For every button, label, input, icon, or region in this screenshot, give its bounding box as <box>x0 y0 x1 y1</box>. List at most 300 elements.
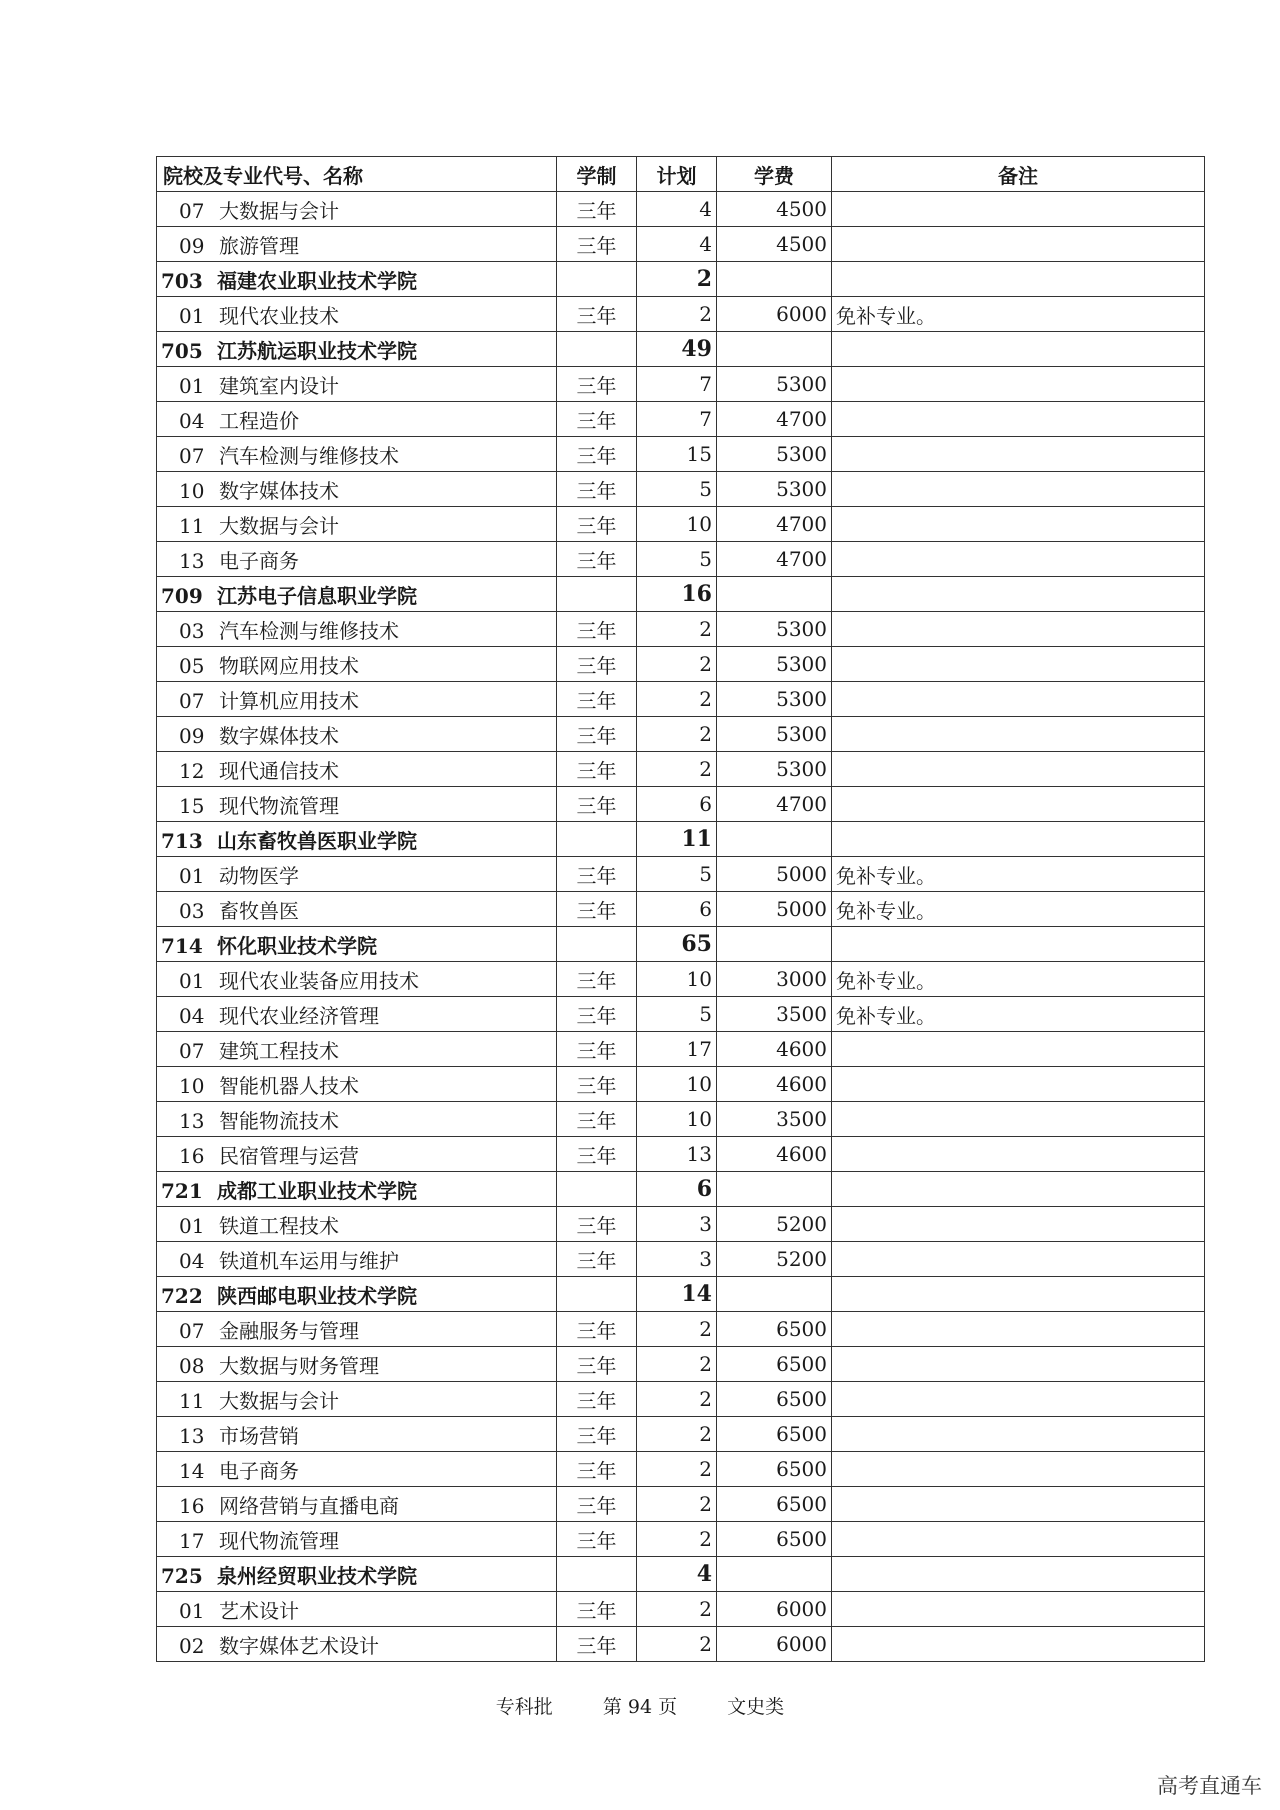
major-code: 01 <box>179 373 205 398</box>
major-name: 建筑工程技术 <box>219 1038 339 1063</box>
major-row <box>157 227 1205 262</box>
school-name-cell <box>157 1172 557 1207</box>
major-name: 汽车检测与维修技术 <box>219 618 399 643</box>
major-code: 03 <box>179 618 205 643</box>
major-code: 10 <box>179 478 205 503</box>
major-name-cell <box>157 1522 557 1557</box>
major-name: 大数据与会计 <box>219 198 339 223</box>
remarks-cell <box>832 787 1205 822</box>
remarks-cell <box>832 437 1205 472</box>
remarks-cell <box>832 1172 1205 1207</box>
footer-category: 文史类 <box>727 1696 785 1718</box>
plan-cell: 10 <box>637 962 717 997</box>
duration-cell: 三年 <box>557 402 637 437</box>
tuition-cell: 5200 <box>717 1242 832 1277</box>
plan-total-cell: 6 <box>637 1172 717 1207</box>
school-name-cell <box>157 262 557 297</box>
major-name: 大数据与会计 <box>219 1388 339 1413</box>
school-row <box>157 262 1205 297</box>
major-row <box>157 1627 1205 1662</box>
major-name: 工程造价 <box>219 408 299 433</box>
major-code: 10 <box>179 1073 205 1098</box>
remarks-cell <box>832 1382 1205 1417</box>
school-row <box>157 822 1205 857</box>
tuition-cell: 4500 <box>717 227 832 262</box>
major-row <box>157 612 1205 647</box>
major-name-cell <box>157 367 557 402</box>
duration-cell <box>557 577 637 612</box>
major-name: 大数据与财务管理 <box>219 1353 379 1378</box>
tuition-cell: 5300 <box>717 437 832 472</box>
tuition-cell <box>717 927 832 962</box>
plan-cell: 4 <box>637 227 717 262</box>
major-code: 07 <box>179 1318 205 1343</box>
major-row <box>157 752 1205 787</box>
remarks-cell <box>832 927 1205 962</box>
remarks-cell <box>832 752 1205 787</box>
plan-cell: 2 <box>637 1627 717 1662</box>
major-code: 16 <box>179 1143 205 1168</box>
major-row <box>157 1417 1205 1452</box>
tuition-cell <box>717 1277 832 1312</box>
tuition-cell: 5000 <box>717 892 832 927</box>
major-row <box>157 437 1205 472</box>
duration-cell <box>557 1277 637 1312</box>
remarks-cell <box>832 332 1205 367</box>
major-code: 13 <box>179 1423 205 1448</box>
plan-cell: 2 <box>637 717 717 752</box>
school-name: 江苏电子信息职业学院 <box>217 583 417 608</box>
remarks-cell <box>832 402 1205 437</box>
duration-cell: 三年 <box>557 612 637 647</box>
major-code: 04 <box>179 408 205 433</box>
major-name-cell <box>157 892 557 927</box>
plan-cell: 2 <box>637 1417 717 1452</box>
duration-cell <box>557 927 637 962</box>
tuition-cell: 5300 <box>717 472 832 507</box>
major-name-cell <box>157 682 557 717</box>
major-name: 旅游管理 <box>219 233 299 258</box>
major-row <box>157 1032 1205 1067</box>
school-code: 725 <box>161 1563 203 1588</box>
table-body <box>157 192 1205 1662</box>
major-code: 07 <box>179 1038 205 1063</box>
major-name: 数字媒体艺术设计 <box>219 1633 379 1658</box>
major-code: 13 <box>179 548 205 573</box>
remarks-cell <box>832 1627 1205 1662</box>
remarks-cell <box>832 227 1205 262</box>
duration-cell: 三年 <box>557 1347 637 1382</box>
tuition-cell: 6500 <box>717 1417 832 1452</box>
school-code: 713 <box>161 828 203 853</box>
tuition-cell <box>717 577 832 612</box>
duration-cell: 三年 <box>557 192 637 227</box>
school-name-cell <box>157 822 557 857</box>
major-name-cell <box>157 1347 557 1382</box>
major-code: 12 <box>179 758 205 783</box>
school-name: 山东畜牧兽医职业学院 <box>217 828 417 853</box>
remarks-cell <box>832 1522 1205 1557</box>
plan-cell: 7 <box>637 367 717 402</box>
major-code: 01 <box>179 1213 205 1238</box>
footer-page-number: 第 94 页 <box>602 1696 678 1718</box>
header-remarks: 备注 <box>832 157 1205 192</box>
tuition-cell <box>717 262 832 297</box>
duration-cell: 三年 <box>557 1312 637 1347</box>
major-name: 艺术设计 <box>219 1598 299 1623</box>
major-name-cell <box>157 472 557 507</box>
plan-cell: 2 <box>637 1452 717 1487</box>
major-name-cell <box>157 1102 557 1137</box>
major-row <box>157 1102 1205 1137</box>
major-code: 01 <box>179 968 205 993</box>
tuition-cell: 6000 <box>717 1592 832 1627</box>
plan-cell: 2 <box>637 1312 717 1347</box>
major-code: 04 <box>179 1248 205 1273</box>
major-name: 大数据与会计 <box>219 513 339 538</box>
tuition-cell: 4700 <box>717 787 832 822</box>
tuition-cell: 5300 <box>717 752 832 787</box>
major-name-cell <box>157 1382 557 1417</box>
tuition-cell: 5300 <box>717 682 832 717</box>
plan-cell: 2 <box>637 647 717 682</box>
major-name: 智能物流技术 <box>219 1108 339 1133</box>
duration-cell: 三年 <box>557 507 637 542</box>
major-name-cell <box>157 1312 557 1347</box>
school-name-cell <box>157 332 557 367</box>
major-name-cell <box>157 1417 557 1452</box>
major-name-cell <box>157 542 557 577</box>
duration-cell <box>557 1172 637 1207</box>
header-name: 院校及专业代号、名称 <box>157 157 557 192</box>
plan-total-cell: 4 <box>637 1557 717 1592</box>
major-name-cell <box>157 507 557 542</box>
duration-cell: 三年 <box>557 542 637 577</box>
major-row <box>157 892 1205 927</box>
major-row <box>157 402 1205 437</box>
duration-cell: 三年 <box>557 472 637 507</box>
tuition-cell: 6500 <box>717 1312 832 1347</box>
tuition-cell: 4600 <box>717 1137 832 1172</box>
duration-cell: 三年 <box>557 1207 637 1242</box>
major-row <box>157 542 1205 577</box>
school-row <box>157 1172 1205 1207</box>
plan-cell: 5 <box>637 997 717 1032</box>
major-row <box>157 1382 1205 1417</box>
major-row <box>157 1207 1205 1242</box>
tuition-cell: 6500 <box>717 1522 832 1557</box>
major-name: 现代农业技术 <box>219 303 339 328</box>
major-name-cell <box>157 192 557 227</box>
major-code: 15 <box>179 793 205 818</box>
major-name: 铁道机车运用与维护 <box>219 1248 399 1273</box>
major-row <box>157 1522 1205 1557</box>
remarks-cell <box>832 1487 1205 1522</box>
remarks-cell: 免补专业。 <box>832 962 1205 997</box>
plan-cell: 2 <box>637 1347 717 1382</box>
major-name-cell <box>157 1207 557 1242</box>
plan-cell: 2 <box>637 682 717 717</box>
duration-cell: 三年 <box>557 1242 637 1277</box>
school-name: 怀化职业技术学院 <box>217 933 377 958</box>
major-code: 04 <box>179 1003 205 1028</box>
duration-cell: 三年 <box>557 1592 637 1627</box>
plan-cell: 6 <box>637 787 717 822</box>
major-name-cell <box>157 1137 557 1172</box>
tuition-cell: 6000 <box>717 297 832 332</box>
major-row <box>157 1137 1205 1172</box>
major-row <box>157 1312 1205 1347</box>
duration-cell: 三年 <box>557 367 637 402</box>
major-row <box>157 787 1205 822</box>
plan-cell: 4 <box>637 192 717 227</box>
school-code: 721 <box>161 1178 203 1203</box>
tuition-cell: 5000 <box>717 857 832 892</box>
major-name-cell <box>157 997 557 1032</box>
plan-cell: 10 <box>637 1067 717 1102</box>
major-code: 11 <box>179 1388 205 1413</box>
school-name-cell <box>157 1277 557 1312</box>
tuition-cell: 6500 <box>717 1452 832 1487</box>
school-row <box>157 577 1205 612</box>
major-name-cell <box>157 1487 557 1522</box>
duration-cell: 三年 <box>557 1102 637 1137</box>
major-name-cell <box>157 227 557 262</box>
major-row <box>157 297 1205 332</box>
major-row <box>157 192 1205 227</box>
remarks-cell <box>832 262 1205 297</box>
major-name: 数字媒体技术 <box>219 723 339 748</box>
plan-cell: 2 <box>637 1487 717 1522</box>
tuition-cell: 6500 <box>717 1382 832 1417</box>
duration-cell: 三年 <box>557 1067 637 1102</box>
major-name-cell <box>157 612 557 647</box>
major-name-cell <box>157 857 557 892</box>
remarks-cell <box>832 682 1205 717</box>
remarks-cell <box>832 472 1205 507</box>
enrollment-plan-table <box>156 156 1205 1662</box>
tuition-cell: 5300 <box>717 647 832 682</box>
tuition-cell <box>717 822 832 857</box>
remarks-cell <box>832 1032 1205 1067</box>
major-name: 电子商务 <box>219 548 299 573</box>
major-row <box>157 647 1205 682</box>
major-name-cell <box>157 717 557 752</box>
remarks-cell <box>832 1137 1205 1172</box>
duration-cell: 三年 <box>557 1032 637 1067</box>
major-name: 数字媒体技术 <box>219 478 339 503</box>
table-header <box>157 157 1205 192</box>
school-name-cell <box>157 927 557 962</box>
plan-total-cell: 16 <box>637 577 717 612</box>
duration-cell: 三年 <box>557 997 637 1032</box>
remarks-cell <box>832 577 1205 612</box>
major-row <box>157 857 1205 892</box>
tuition-cell: 5300 <box>717 612 832 647</box>
major-name-cell <box>157 1032 557 1067</box>
tuition-cell <box>717 1557 832 1592</box>
major-name: 物联网应用技术 <box>219 653 359 678</box>
major-row <box>157 507 1205 542</box>
plan-total-cell: 65 <box>637 927 717 962</box>
plan-cell: 3 <box>637 1207 717 1242</box>
major-code: 09 <box>179 723 205 748</box>
major-code: 01 <box>179 1598 205 1623</box>
duration-cell: 三年 <box>557 857 637 892</box>
plan-cell: 15 <box>637 437 717 472</box>
major-name: 民宿管理与运营 <box>219 1143 359 1168</box>
plan-cell: 17 <box>637 1032 717 1067</box>
major-name: 铁道工程技术 <box>219 1213 339 1238</box>
major-name: 现代农业装备应用技术 <box>219 968 419 993</box>
plan-cell: 6 <box>637 892 717 927</box>
remarks-cell <box>832 1207 1205 1242</box>
major-row <box>157 472 1205 507</box>
major-name: 动物医学 <box>219 863 299 888</box>
plan-cell: 5 <box>637 472 717 507</box>
remarks-cell <box>832 1067 1205 1102</box>
duration-cell: 三年 <box>557 227 637 262</box>
tuition-cell: 6500 <box>717 1347 832 1382</box>
major-code: 17 <box>179 1528 205 1553</box>
plan-cell: 2 <box>637 612 717 647</box>
major-name: 计算机应用技术 <box>219 688 359 713</box>
major-code: 09 <box>179 233 205 258</box>
plan-cell: 2 <box>637 1522 717 1557</box>
major-name: 现代物流管理 <box>219 793 339 818</box>
plan-cell: 3 <box>637 1242 717 1277</box>
remarks-cell: 免补专业。 <box>832 297 1205 332</box>
school-row <box>157 927 1205 962</box>
tuition-cell: 4500 <box>717 192 832 227</box>
major-name-cell <box>157 787 557 822</box>
tuition-cell: 6000 <box>717 1627 832 1662</box>
school-name: 泉州经贸职业技术学院 <box>217 1563 417 1588</box>
major-code: 13 <box>179 1108 205 1133</box>
plan-cell: 5 <box>637 542 717 577</box>
remarks-cell <box>832 1452 1205 1487</box>
major-name-cell <box>157 437 557 472</box>
school-code: 703 <box>161 268 203 293</box>
tuition-cell: 4600 <box>717 1032 832 1067</box>
remarks-cell <box>832 1242 1205 1277</box>
plan-total-cell: 49 <box>637 332 717 367</box>
major-name-cell <box>157 297 557 332</box>
duration-cell: 三年 <box>557 787 637 822</box>
remarks-cell <box>832 717 1205 752</box>
major-code: 03 <box>179 898 205 923</box>
major-name: 畜牧兽医 <box>219 898 299 923</box>
tuition-cell: 5200 <box>717 1207 832 1242</box>
duration-cell: 三年 <box>557 892 637 927</box>
major-name-cell <box>157 752 557 787</box>
tuition-cell: 6500 <box>717 1487 832 1522</box>
school-name-cell <box>157 1557 557 1592</box>
major-code: 01 <box>179 303 205 328</box>
header-plan: 计划 <box>637 157 717 192</box>
major-row <box>157 1592 1205 1627</box>
tuition-cell: 4700 <box>717 542 832 577</box>
school-name: 陕西邮电职业技术学院 <box>217 1283 417 1308</box>
tuition-cell: 4700 <box>717 507 832 542</box>
major-code: 14 <box>179 1458 205 1483</box>
major-name: 金融服务与管理 <box>219 1318 359 1343</box>
duration-cell <box>557 262 637 297</box>
major-code: 07 <box>179 198 205 223</box>
major-code: 07 <box>179 443 205 468</box>
remarks-cell <box>832 1277 1205 1312</box>
major-name-cell <box>157 962 557 997</box>
remarks-cell <box>832 367 1205 402</box>
plan-cell: 5 <box>637 857 717 892</box>
duration-cell: 三年 <box>557 682 637 717</box>
major-row <box>157 962 1205 997</box>
footer-batch: 专科批 <box>495 1696 553 1718</box>
duration-cell: 三年 <box>557 752 637 787</box>
remarks-cell: 免补专业。 <box>832 857 1205 892</box>
major-row <box>157 1242 1205 1277</box>
duration-cell: 三年 <box>557 962 637 997</box>
major-name: 汽车检测与维修技术 <box>219 443 399 468</box>
school-name-cell <box>157 577 557 612</box>
major-row <box>157 997 1205 1032</box>
major-code: 07 <box>179 688 205 713</box>
duration-cell <box>557 1557 637 1592</box>
page-footer <box>0 1692 1280 1719</box>
major-row <box>157 682 1205 717</box>
major-name: 现代通信技术 <box>219 758 339 783</box>
duration-cell: 三年 <box>557 1487 637 1522</box>
school-code: 722 <box>161 1283 203 1308</box>
major-row <box>157 1452 1205 1487</box>
remarks-cell <box>832 647 1205 682</box>
major-name-cell <box>157 402 557 437</box>
remarks-cell <box>832 1312 1205 1347</box>
header-tuition: 学费 <box>717 157 832 192</box>
plan-cell: 2 <box>637 1592 717 1627</box>
major-row <box>157 1067 1205 1102</box>
plan-cell: 2 <box>637 1382 717 1417</box>
major-row <box>157 717 1205 752</box>
remarks-cell <box>832 507 1205 542</box>
duration-cell: 三年 <box>557 1382 637 1417</box>
duration-cell: 三年 <box>557 1522 637 1557</box>
major-name: 智能机器人技术 <box>219 1073 359 1098</box>
major-name-cell <box>157 1452 557 1487</box>
remarks-cell <box>832 542 1205 577</box>
tuition-cell: 4700 <box>717 402 832 437</box>
remarks-cell: 免补专业。 <box>832 892 1205 927</box>
header-duration: 学制 <box>557 157 637 192</box>
school-code: 705 <box>161 338 203 363</box>
duration-cell: 三年 <box>557 297 637 332</box>
major-code: 11 <box>179 513 205 538</box>
school-code: 709 <box>161 583 203 608</box>
watermark: 高考直通车 <box>1157 1774 1262 1798</box>
major-name-cell <box>157 1627 557 1662</box>
plan-cell: 13 <box>637 1137 717 1172</box>
duration-cell: 三年 <box>557 437 637 472</box>
duration-cell: 三年 <box>557 647 637 682</box>
plan-cell: 10 <box>637 1102 717 1137</box>
major-name-cell <box>157 1242 557 1277</box>
school-name: 福建农业职业技术学院 <box>217 268 417 293</box>
remarks-cell <box>832 192 1205 227</box>
tuition-cell: 5300 <box>717 717 832 752</box>
major-code: 01 <box>179 863 205 888</box>
major-name: 电子商务 <box>219 1458 299 1483</box>
major-name-cell <box>157 647 557 682</box>
